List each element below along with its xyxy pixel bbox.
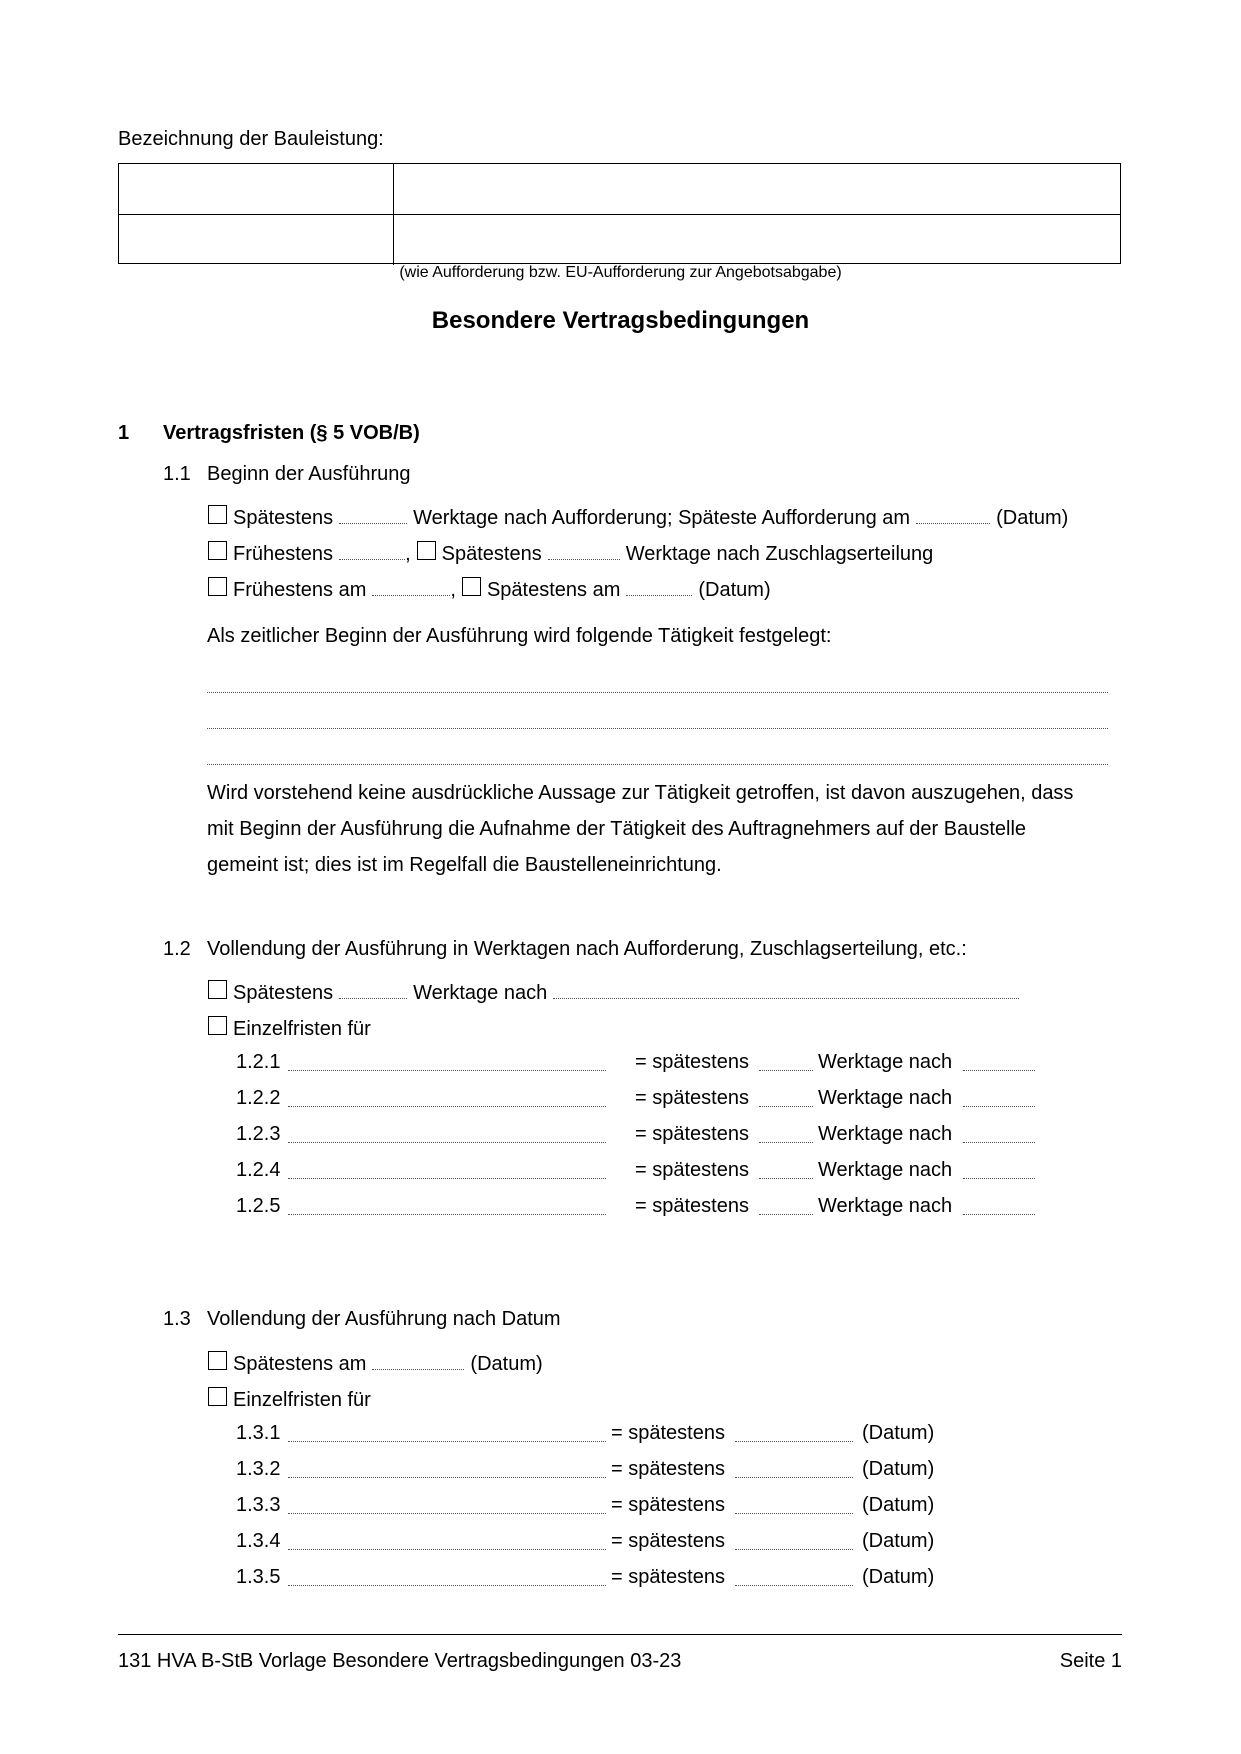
deadline-number: 1.2.1 (236, 1051, 281, 1073)
option-row (208, 1016, 371, 1039)
option-label: Frühestens am (233, 579, 367, 601)
option-label: Spätestens am (486, 579, 621, 601)
deadline-reference-field[interactable] (963, 1177, 1035, 1179)
checkbox[interactable] (208, 541, 227, 560)
table-row (119, 214, 1120, 265)
option-label: Spätestens am (233, 1353, 367, 1375)
deadline-eq-label: = spätestens (635, 1159, 749, 1181)
subsection-number: 1.2 (163, 938, 191, 960)
deadline-value-field[interactable] (759, 1069, 813, 1071)
option-label: Spätestens (441, 543, 542, 565)
deadline-after-label: Werktage nach (818, 1123, 953, 1145)
deadline-value-field[interactable] (735, 1548, 853, 1550)
deadline-eq-label: = spätestens (611, 1530, 725, 1552)
option-label: (Datum) (698, 579, 771, 601)
option-label: Werktage nach Aufforderung; Späteste Aufforderung am (413, 507, 911, 529)
deadline-eq-label: = spätestens (635, 1123, 749, 1145)
comma: , (405, 543, 411, 565)
deadline-after-label: (Datum) (862, 1566, 935, 1588)
deadline-after-label: (Datum) (862, 1422, 935, 1444)
deadline-eq-label: = spätestens (611, 1566, 725, 1588)
deadline-value-field[interactable] (735, 1512, 853, 1514)
deadline-eq-label: = spätestens (611, 1458, 725, 1480)
checkbox[interactable] (208, 1351, 227, 1370)
footer-page-number: Seite 1 (1059, 1650, 1122, 1672)
comma: , (450, 579, 456, 601)
deadline-after-label: Werktage nach (818, 1159, 953, 1181)
section-title: Vertragsfristen (§ 5 VOB/B) (163, 422, 420, 444)
footer-divider (118, 1634, 1122, 1635)
fill-in-field[interactable] (339, 558, 405, 560)
bauleistung-label: Bezeichnung der Bauleistung: (118, 128, 384, 150)
deadline-reference-field[interactable] (963, 1141, 1035, 1143)
deadline-value-field[interactable] (759, 1141, 813, 1143)
option-row (208, 1387, 371, 1410)
deadline-number: 1.2.2 (236, 1087, 281, 1109)
deadline-number: 1.3.3 (236, 1494, 281, 1516)
deadline-description-field[interactable] (288, 1476, 606, 1478)
deadline-after-label: (Datum) (862, 1494, 935, 1516)
deadline-eq-label: = spätestens (635, 1195, 749, 1217)
fill-in-field[interactable] (339, 997, 407, 999)
checkbox[interactable] (462, 577, 481, 596)
option-label: (Datum) (996, 507, 1069, 529)
option-row (208, 980, 1019, 1003)
deadline-reference-field[interactable] (963, 1105, 1035, 1107)
deadline-after-label: (Datum) (862, 1458, 935, 1480)
activity-fill-line[interactable] (207, 727, 1108, 729)
deadline-description-field[interactable] (288, 1141, 606, 1143)
deadline-reference-field[interactable] (963, 1213, 1035, 1215)
table-cell[interactable] (119, 215, 394, 265)
deadline-description-field[interactable] (288, 1177, 606, 1179)
deadline-reference-field[interactable] (963, 1069, 1035, 1071)
deadline-number: 1.3.2 (236, 1458, 281, 1480)
fill-in-field[interactable] (553, 997, 1019, 999)
option-label: Einzelfristen für (233, 1389, 371, 1411)
checkbox[interactable] (208, 980, 227, 999)
deadline-eq-label: = spätestens (611, 1494, 725, 1516)
option-row (208, 1351, 543, 1374)
deadline-description-field[interactable] (288, 1512, 606, 1514)
fill-in-field[interactable] (626, 594, 692, 596)
deadline-number: 1.2.5 (236, 1195, 281, 1217)
deadline-description-field[interactable] (288, 1584, 606, 1586)
bauleistung-table (118, 163, 1121, 264)
deadline-value-field[interactable] (759, 1105, 813, 1107)
deadline-eq-label: = spätestens (635, 1051, 749, 1073)
table-row (119, 164, 1120, 214)
option-label: Frühestens (233, 543, 334, 565)
checkbox[interactable] (208, 1387, 227, 1406)
option-label: Werktage nach Zuschlagserteilung (625, 543, 934, 565)
table-cell[interactable] (394, 164, 1120, 214)
subsection-number: 1.1 (163, 463, 191, 485)
fill-in-field[interactable] (339, 522, 407, 524)
paragraph-line: gemeint ist; dies ist im Regelfall die Baustelleneinrichtung. (207, 854, 722, 876)
deadline-after-label: (Datum) (862, 1530, 935, 1552)
section-number: 1 (118, 422, 130, 444)
checkbox[interactable] (208, 505, 227, 524)
deadline-value-field[interactable] (759, 1177, 813, 1179)
deadline-eq-label: = spätestens (611, 1422, 725, 1444)
option-label: (Datum) (470, 1353, 543, 1375)
deadline-value-field[interactable] (735, 1440, 853, 1442)
paragraph-line: Wird vorstehend keine ausdrückliche Aussage zur Tätigkeit getroffen, ist davon auszugehen, dass (207, 782, 1074, 804)
deadline-description-field[interactable] (288, 1105, 606, 1107)
deadline-number: 1.3.5 (236, 1566, 281, 1588)
option-label: Einzelfristen für (233, 1018, 371, 1040)
option-label: Spätestens (233, 507, 334, 529)
deadline-description-field[interactable] (288, 1548, 606, 1550)
checkbox[interactable] (417, 541, 436, 560)
deadline-number: 1.2.4 (236, 1159, 281, 1181)
activity-fill-line[interactable] (207, 691, 1108, 693)
deadline-description-field[interactable] (288, 1213, 606, 1215)
deadline-number: 1.3.1 (236, 1422, 281, 1444)
checkbox[interactable] (208, 1016, 227, 1035)
option-row (208, 577, 771, 600)
subsection-title: Vollendung der Ausführung nach Datum (207, 1308, 561, 1330)
footer-doc-title: 131 HVA B-StB Vorlage Besondere Vertragsbedingungen 03-23 (118, 1650, 682, 1672)
activity-label: Als zeitlicher Beginn der Ausführung wird folgende Tätigkeit festgelegt: (207, 625, 832, 647)
option-label: Spätestens (233, 982, 334, 1004)
fill-in-field[interactable] (916, 522, 990, 524)
deadline-number: 1.2.3 (236, 1123, 281, 1145)
checkbox[interactable] (208, 577, 227, 596)
deadline-value-field[interactable] (735, 1476, 853, 1478)
option-row (208, 541, 933, 564)
deadline-value-field[interactable] (735, 1584, 853, 1586)
subsection-number: 1.3 (163, 1308, 191, 1330)
paragraph-line: mit Beginn der Ausführung die Aufnahme der Tätigkeit des Auftragnehmers auf der Baustelle (207, 818, 1027, 840)
table-note: (wie Aufforderung bzw. EU-Aufforderung zur Angebotsabgabe) (399, 264, 842, 281)
fill-in-field[interactable] (372, 1368, 464, 1370)
deadline-after-label: Werktage nach (818, 1087, 953, 1109)
subsection-title: Vollendung der Ausführung in Werktagen nach Aufforderung, Zuschlagserteilung, etc.: (207, 938, 967, 960)
deadline-description-field[interactable] (288, 1440, 606, 1442)
deadline-description-field[interactable] (288, 1069, 606, 1071)
fill-in-field[interactable] (372, 594, 450, 596)
option-row (208, 505, 1068, 528)
page-title: Besondere Vertragsbedingungen (431, 307, 810, 334)
deadline-after-label: Werktage nach (818, 1051, 953, 1073)
deadline-number: 1.3.4 (236, 1530, 281, 1552)
deadline-eq-label: = spätestens (635, 1087, 749, 1109)
deadline-value-field[interactable] (759, 1213, 813, 1215)
option-label: Werktage nach (413, 982, 548, 1004)
fill-in-field[interactable] (548, 558, 620, 560)
table-cell[interactable] (119, 164, 394, 214)
table-cell[interactable] (394, 215, 1120, 265)
activity-fill-line[interactable] (207, 763, 1108, 765)
subsection-title: Beginn der Ausführung (207, 463, 411, 485)
deadline-after-label: Werktage nach (818, 1195, 953, 1217)
